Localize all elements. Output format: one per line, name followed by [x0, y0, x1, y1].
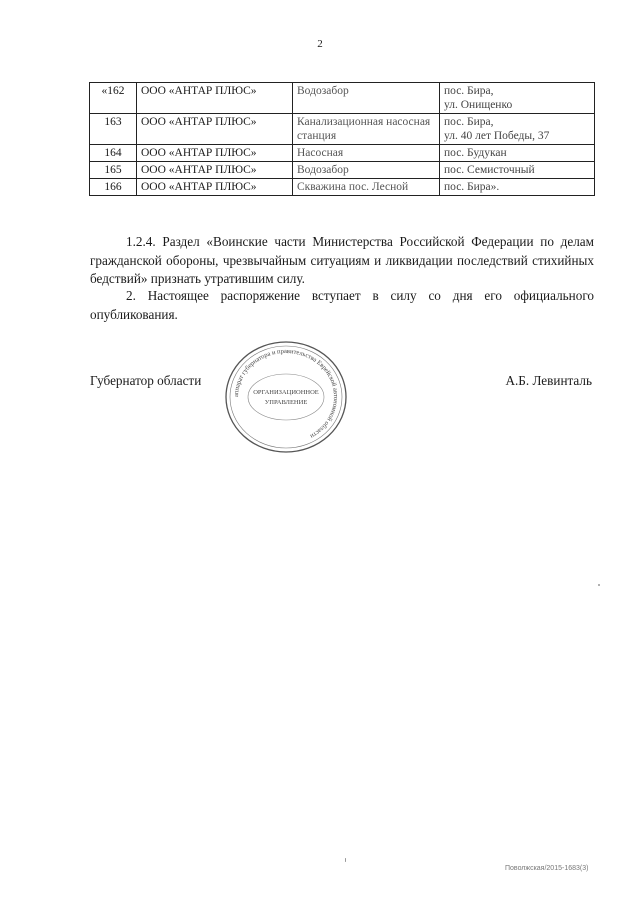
organization-cell: ООО «АНТАР ПЛЮС» [137, 145, 293, 162]
object-cell: Водозабор [293, 162, 440, 179]
row-number: 164 [90, 145, 137, 162]
register-table [89, 82, 595, 196]
address-line: пос. Будукан [444, 147, 507, 159]
address-cell [440, 179, 595, 196]
object-cell: Водозабор [293, 83, 440, 114]
row-number: 165 [90, 162, 137, 179]
paragraph-2: 2. Настоящее распоряжение вступает в силу со дня его официального опубликования. [90, 288, 594, 322]
table-row [90, 162, 595, 179]
footer-document-code: Поволжская/2015-1683(3) [505, 865, 589, 872]
organization-cell: ООО «АНТАР ПЛЮС» [137, 162, 293, 179]
seal-center-line-1: ОРГАНИЗАЦИОННОЕ [253, 389, 319, 396]
object-cell: Скважина пос. Лесной [293, 179, 440, 196]
table-row [90, 114, 595, 145]
object-cell: Насосная [293, 145, 440, 162]
scan-speck [345, 858, 346, 862]
object-cell: Канализационная насосная станция [293, 114, 440, 145]
address-line: ул. 40 лет Победы, 37 [444, 130, 550, 142]
organization-cell: ООО «АНТАР ПЛЮС» [137, 114, 293, 145]
address-cell [440, 114, 595, 145]
row-number: 163 [90, 114, 137, 145]
table-row [90, 83, 595, 114]
signatory-name: А.Б. Левинталь [505, 373, 592, 388]
scan-speck [598, 584, 600, 586]
table-row [90, 145, 595, 162]
address-line: ул. Онищенко [444, 99, 513, 111]
row-number: «162 [90, 83, 137, 114]
address-line: пос. Семисточный [444, 164, 535, 176]
seal-ring-text: аппарат губернатора и правительства Еврейской автономной области [232, 347, 340, 440]
organization-cell: ООО «АНТАР ПЛЮС» [137, 83, 293, 114]
address-cell [440, 145, 595, 162]
address-cell [440, 83, 595, 114]
row-number: 166 [90, 179, 137, 196]
official-seal [216, 338, 356, 456]
table-row [90, 179, 595, 196]
seal-center-line-2: УПРАВЛЕНИЕ [264, 399, 308, 406]
address-cell [440, 162, 595, 179]
address-line: пос. Бира». [444, 181, 500, 193]
address-line: пос. Бира, [444, 85, 494, 97]
paragraph-1-2-4: 1.2.4. Раздел «Воинские части Министерства Российской Федерации по делам гражданской обороны, чрезвычайным ситуациям и ликвидации последствий стихийных бедствий» признать утратившим силу. [90, 234, 594, 286]
page-number: 2 [317, 38, 323, 50]
signatory-title: Губернатор области [90, 373, 202, 388]
organization-cell: ООО «АНТАР ПЛЮС» [137, 179, 293, 196]
address-line: пос. Бира, [444, 116, 494, 128]
